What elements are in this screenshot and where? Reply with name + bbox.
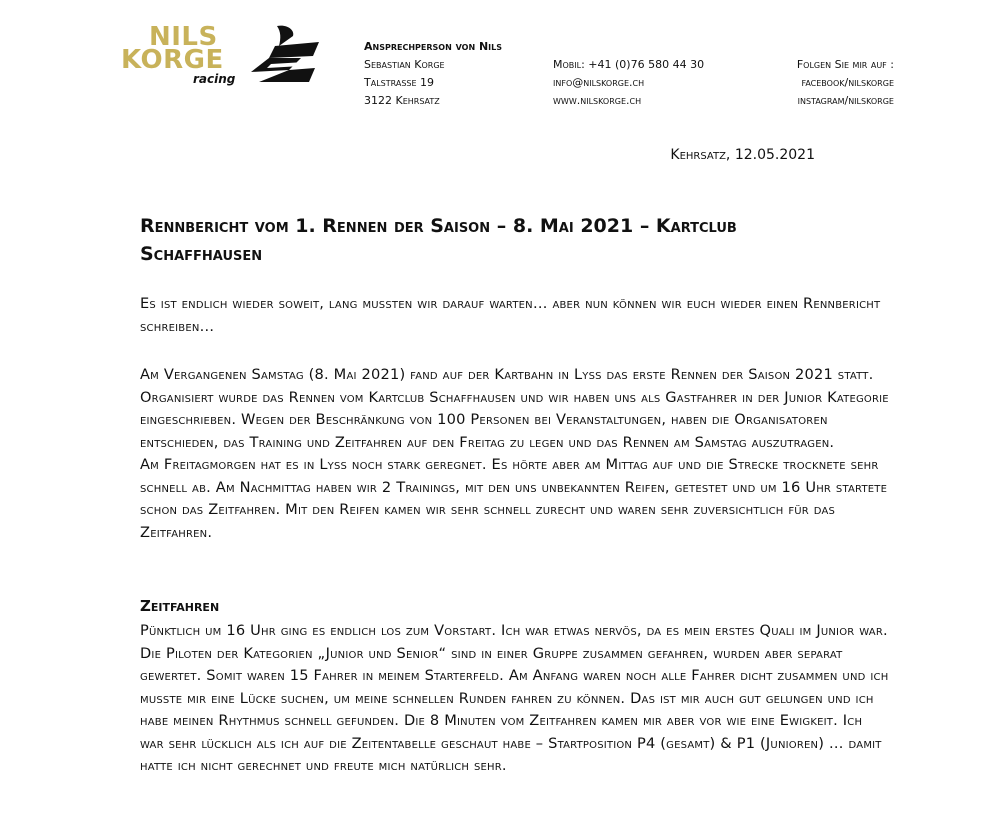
paragraph-race-info: Am Vergangenen Samstag (8. Mai 2021) fand auf der Kartbahn in Lyss das erste Rennen der Saison 2021 statt. Organisiert wurde das Rennen vom Kartclub Schaffhausen und wir haben uns als Gastfahrer in der Junior Kategorie eingeschrieben. Wegen der Beschränkung von 100 Personen bei Veranstaltungen, haben die Organisatoren entschieden, das Training und Zeitfahren auf den Freitag zu legen und das Rennen am Samstag auszutragen. [140, 366, 889, 451]
page-title: Rennbericht vom 1. Rennen der Saison – 8. Mai 2021 – Kartclub Schaffhausen [140, 215, 737, 265]
logo-line-2: KORGE [121, 45, 224, 75]
contact-name: Sebastian Korge [364, 58, 445, 71]
contact-person-block [364, 38, 502, 110]
logo-line-1: NILS [149, 22, 218, 52]
logo-racing: racing [193, 72, 236, 86]
instagram-handle: instagram/nilskorge [797, 94, 894, 107]
contact-mobile: Mobil: +41 (0)76 580 44 30 [553, 58, 705, 71]
contact-street: Talstrasse 19 [364, 76, 435, 89]
contact-website: www.nilskorge.ch [553, 94, 642, 107]
logo [121, 22, 321, 90]
contact-email: info@nilskorge.ch [553, 76, 645, 89]
contact-details-block [553, 38, 704, 110]
follow-label: Folgen Sie mir auf : [796, 58, 894, 71]
document-date: Kehrsatz, 12.05.2021 [670, 147, 815, 163]
intro-paragraph: Es ist endlich wieder soweit, lang mussten wir darauf warten… aber nun können wir euch wieder einen Rennbericht schreiben… [140, 295, 881, 335]
helmet-flag-logo-icon [249, 24, 319, 86]
section-heading: Zeitfahren [140, 597, 220, 615]
paragraph-training: Am Freitagmorgen hat es in Lyss noch stark geregnet. Es hörte aber am Mittag auf und die Strecke trocknete sehr schnell ab. Am Nachmittag haben wir 2 Trainings, mit den uns unbekannten Reifen, getestet und um 16 Uhr startete schon das Zeitfahren. Mit den Reifen kamen wir sehr schnell zurecht und waren sehr zuversichtlich für das Zeitfahren. [140, 456, 888, 541]
social-block [797, 38, 894, 110]
contact-heading: Ansprechperson von Nils [364, 40, 503, 53]
body-paragraphs [140, 364, 890, 544]
logo-wordmark [121, 22, 224, 75]
paragraph-qualifying: Pünktlich um 16 Uhr ging es endlich los zum Vorstart. Ich war etwas nervös, da es mein erstes Quali im Junior war. Die Piloten der Kategorien „Junior und Senior“ sind in einer Gruppe zusammen gefahren, wurden aber separat gewertet. Somit waren 15 Fahrer in meinem Starterfeld. Am Anfang waren noch alle Fahrer dicht zusammen und ich musste mir eine Lücke suchen, um meine schnellen Runden fahren zu können. Das ist mir auch gut gelungen und ich habe meinen Rhythmus schnell gefunden. Die 8 Minuten vom Zeitfahren kamen mir aber vor wie eine Ewigkeit. Ich war sehr lücklich als ich auf die Zeitentabelle geschaut habe – Startposition P4 (gesamt) & P1 (Junioren) … damit hatte ich nicht gerechnet und freute mich natürlich sehr. [140, 622, 889, 774]
facebook-handle: facebook/nilskorge [801, 76, 894, 89]
contact-city: 3122 Kehrsatz [364, 94, 440, 107]
